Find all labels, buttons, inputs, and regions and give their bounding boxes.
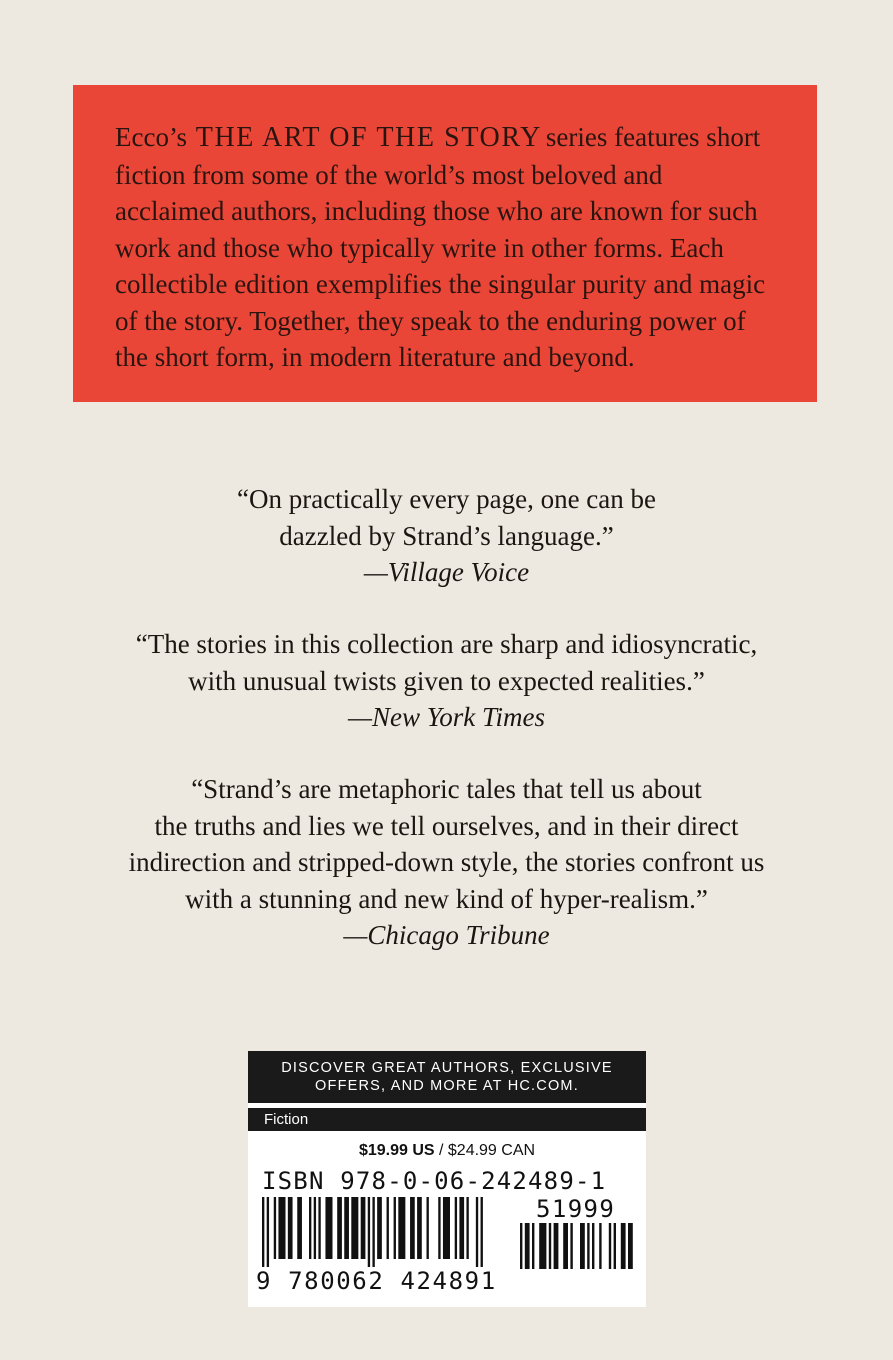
barcode-bar [525,1223,530,1269]
barcode-bar [614,1223,616,1269]
promo-banner [248,1051,646,1103]
quote-line: “The stories in this collection are sharp and idiosyncratic, [135,629,758,659]
barcode-bar [368,1197,370,1267]
barcode-bar [609,1223,611,1269]
barcode-bar [554,1223,559,1269]
barcode-bar [377,1197,382,1259]
barcode-bar [532,1223,534,1269]
price-line [248,1142,646,1160]
quote-text [60,626,833,699]
barcode-bar [417,1197,422,1259]
barcode-bar [337,1197,342,1259]
quote-line: “On practically every page, one can be [236,484,657,514]
quote-line: with unusual twists given to expected realities.” [188,665,705,696]
barcode-bar [599,1223,601,1269]
barcode-bar [410,1197,415,1259]
quote-line: the truths and lies we tell ourselves, and in their direct [154,810,739,841]
barcode-bar [318,1197,320,1259]
barcode-bar [539,1223,546,1269]
barcode-bar [394,1197,396,1259]
barcode-bar [580,1223,585,1269]
barcode-bar [520,1223,522,1269]
price-code: 51999 [536,1195,616,1223]
review-quote-1 [60,481,833,591]
series-intro: Ecco’s [115,122,187,152]
quote-source: —New York Times [347,702,546,732]
series-description-panel [73,85,817,402]
barcode-bar [592,1223,594,1269]
ean-digits: 9 780062 424891 [256,1267,497,1295]
quote-line: dazzled by Strand’s language.” [279,520,614,551]
barcode-bar [476,1197,478,1267]
barcode-bar [309,1197,311,1259]
quote-source: —Village Voice [363,557,530,587]
price-can: $24.99 CAN [447,1142,536,1159]
quote-source: —Chicago Tribune [343,920,550,950]
barcode-bar [262,1197,264,1267]
barcode-bar [278,1197,285,1259]
barcode-bar [466,1197,468,1259]
promo-line: DISCOVER GREAT AUTHORS, EXCLUSIVE [281,1060,613,1076]
isbn-number: ISBN 978-0-06-242489-1 [262,1167,607,1195]
barcode-bar [455,1197,457,1259]
price-addon-barcode [520,1223,638,1269]
quote-text [60,481,833,554]
barcode-bar [628,1223,633,1269]
barcode-bar [481,1197,483,1267]
quote-line: with a stunning and new kind of hyper-realism.” [185,883,708,914]
barcode-bar [438,1197,440,1259]
review-quote-3 [60,771,833,954]
barcode-bar [314,1197,316,1259]
barcode-bar [361,1197,366,1259]
quote-line: “Strand’s are metaphoric tales that tell us about [191,774,702,804]
ean-barcode [262,1197,502,1269]
barcode-bar [570,1223,572,1269]
barcode-bar [587,1223,589,1269]
barcode-panel [248,1051,646,1307]
quote-line: indirection and stripped-down style, the stories confront us [128,847,765,877]
series-body: series features short fiction from some of the world’s most beloved and acclaimed authors, including those who are known for such work and those who typically write in other forms. Each collectible edition exemplifies the singular purity and magic of the story. Together, they speak to the enduring power of the short form, in modern literature and beyond. [115,122,766,372]
series-name: THE ART OF THE STORY [195,122,542,153]
barcode-bar [267,1197,269,1267]
barcode-bar [459,1197,464,1259]
price-separator: / [434,1142,448,1159]
barcode-bar [288,1197,293,1259]
promo-line: OFFERS, AND MORE AT HC.COM. [315,1078,579,1094]
barcode-bar [297,1197,302,1259]
review-quote-2 [60,626,833,736]
barcode-bar [351,1197,358,1259]
price-us: $19.99 US [358,1142,435,1159]
barcode-bar [372,1197,374,1267]
barcode-bar [274,1197,276,1259]
series-description [115,119,775,376]
barcode-bar [398,1197,405,1259]
barcode-bar [344,1197,349,1259]
barcode-bar [563,1223,568,1269]
barcode-bar [427,1197,429,1259]
barcode-bar [387,1197,389,1259]
quote-text [60,771,833,917]
barcode-bar [621,1223,626,1269]
barcode-bar [443,1197,450,1259]
barcode-bar [325,1197,332,1259]
barcode-bar [549,1223,551,1269]
category-label: Fiction [248,1108,646,1131]
